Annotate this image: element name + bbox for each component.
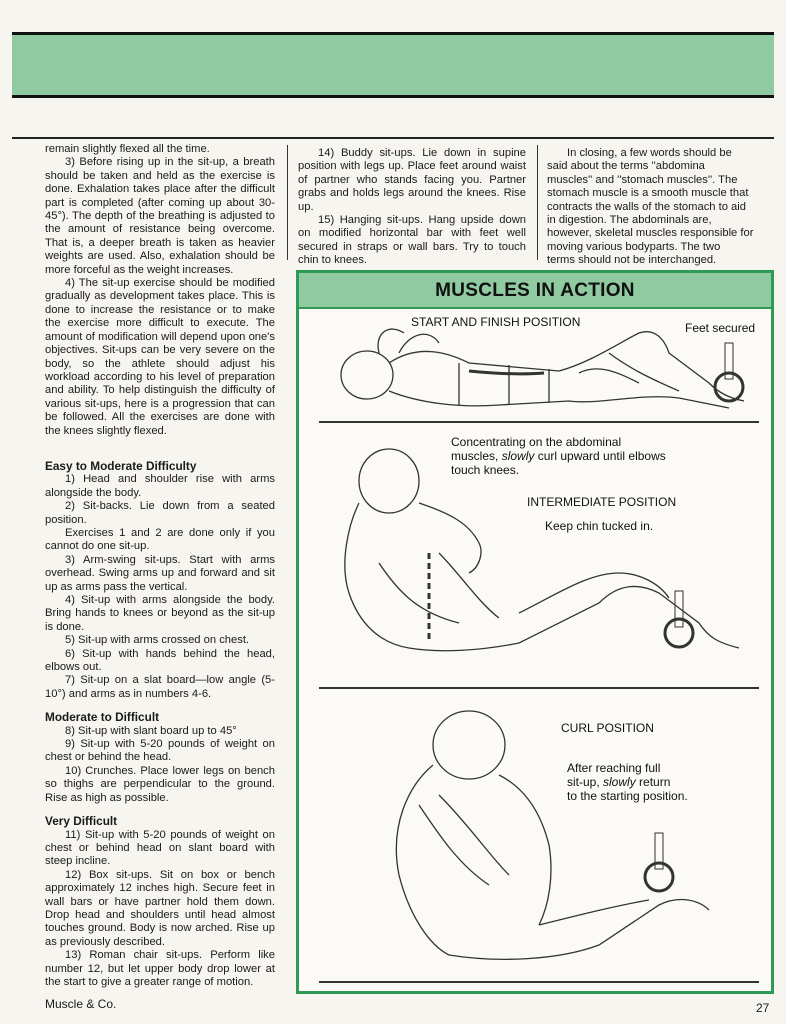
curl-position-label: CURL POSITION <box>561 721 654 735</box>
start-position-label: START AND FINISH POSITION <box>411 315 581 329</box>
feet-secured-label: Feet secured <box>685 321 756 335</box>
list-item: 10) Crunches. Place lower legs on bench so thighs are perpendicular to the ground. Rise as high as possible. <box>45 764 275 804</box>
text-line: in digestion. The abdominals are, <box>547 214 712 227</box>
caption-text: curl upward until elbows <box>534 449 666 463</box>
floor-line <box>319 981 759 983</box>
text-line: contracts the walls of the stomach to aid <box>547 200 746 213</box>
caption-line: After reaching full <box>567 761 661 775</box>
list-item: 3) Arm-swing sit-ups. Start with arms overhead. Swing arms up and forward and sit up as arms pass the vertical. <box>45 553 275 593</box>
note: Exercises 1 and 2 are done only if you cannot do one sit-up. <box>45 526 275 553</box>
paragraph: remain slightly flexed all the time. <box>45 143 210 155</box>
text-line: terms should not be interchanged. <box>547 254 717 267</box>
list-item: 12) Box sit-ups. Sit on box or bench approximately 12 inches high. Secure feet in wall bars or have partner hold them down. Drop head and shoulders until head almost touches ground. Body is now arched. Rise up as previously described. <box>45 868 275 948</box>
caption-emphasis: slowly <box>603 775 636 789</box>
foot-bar-roller <box>665 619 693 647</box>
floor-line <box>319 687 759 689</box>
caption-text: muscles, <box>451 449 502 463</box>
text-line: In closing, a few words should be <box>567 147 732 159</box>
list-item: 6) Sit-up with hands behind the head, elbows out. <box>45 647 275 674</box>
caption-line: touch knees. <box>451 463 520 477</box>
text-line: stomach muscle is a smooth muscle that <box>547 187 749 200</box>
caption-line: to the starting position. <box>567 789 688 803</box>
curl-figure-illustration <box>339 705 739 985</box>
text-column-middle <box>298 147 526 268</box>
paragraph: 3) Before rising up in the sit-up, a breath should be taken and held as the exercise is done. Exhalation takes place after the difficult part is completed (after coming up about 30-45°). The depth of the breathing is adjusted to the amount of resistance being overcome. That is, a deeper breath is taken as heavier weights are used. Also, exhalation should be more forceful as the weight increases. <box>45 156 275 276</box>
intermediate-figure-illustration <box>319 443 759 693</box>
list-item: 5) Sit-up with arms crossed on chest. <box>65 634 250 647</box>
muscles-in-action-panel <box>296 270 774 994</box>
panel-title: MUSCLES IN ACTION <box>299 273 771 309</box>
caption-text: return <box>635 775 671 789</box>
header-rule <box>12 137 774 139</box>
text-column-right <box>547 147 775 268</box>
caption-line: Concentrating on the abdominal <box>451 435 622 449</box>
section-heading: Moderate to Difficult <box>45 710 160 725</box>
text-line: muscles'' and ''stomach muscles''. The <box>547 173 738 186</box>
column-divider <box>537 145 538 260</box>
chin-caption: Keep chin tucked in. <box>545 519 654 533</box>
publication-name: Muscle & Co. <box>45 997 117 1011</box>
text-column-left <box>45 143 275 989</box>
page-number: 27 <box>756 1001 770 1015</box>
foot-bar-roller <box>645 863 673 891</box>
list-item: 7) Sit-up on a slat board—low angle (5-10°) and arms as in numbers 4-6. <box>45 674 275 700</box>
list-item: 13) Roman chair sit-ups. Perform like number 12, but let upper body drop lower at the start to give a greater range of motion. <box>45 949 275 988</box>
list-item: 14) Buddy sit-ups. Lie down in supine position with legs up. Place feet around waist of partner who stands facing you. Partner grabs and holds legs around the knees. Rise up. <box>298 147 526 213</box>
header-band <box>12 32 774 98</box>
list-item: 1) Head and shoulder rise with arms alongside the body. <box>45 473 275 499</box>
foot-bar-post <box>675 591 683 627</box>
text-line: said about the terms ''abdomina <box>547 160 705 173</box>
list-item: 2) Sit-backs. Lie down from a seated position. <box>45 500 275 526</box>
list-item: 11) Sit-up with 5-20 pounds of weight on chest or behind head on slant board with steep incline. <box>45 828 275 868</box>
section-heading: Easy to Moderate Difficulty <box>45 458 197 473</box>
floor-line <box>319 421 759 423</box>
text-line: however, skeletal muscles responsible for <box>547 227 754 240</box>
section-heading: Very Difficult <box>45 814 118 829</box>
caption-emphasis: slowly <box>501 449 535 463</box>
intermediate-position-label: INTERMEDIATE POSITION <box>527 495 677 509</box>
column-divider <box>287 145 288 260</box>
text-line: moving various bodyparts. The two <box>547 240 721 253</box>
lying-figure-illustration <box>319 313 759 423</box>
list-item: 4) Sit-up with arms alongside the body. Bring hands to knees or beyond as the sit-up is done. <box>45 594 275 633</box>
list-item: 8) Sit-up with slant board up to 45° <box>65 724 237 737</box>
list-item: 9) Sit-up with 5-20 pounds of weight on chest or behind the head. <box>45 738 275 764</box>
list-item: 15) Hanging sit-ups. Hang upside down on modified horizontal bar with feet well secured in straps or wall bars. Try to touch chin to knees. <box>298 214 526 267</box>
caption-text: sit-up, <box>567 775 604 789</box>
paragraph: 4) The sit-up exercise should be modified gradually as development takes place. This is done to increase the resistance or to make the exercise more difficult to execute. The amount of modification will depend upon one's objectives. Sit-ups can be very severe on the body, so the athlete should adjust his workload according to his level of preparation and ability. To help distinguish the difficulty of various sit-ups, here is a progression that can be followed. All the exercises are done with the knees slightly flexed. <box>45 277 275 437</box>
